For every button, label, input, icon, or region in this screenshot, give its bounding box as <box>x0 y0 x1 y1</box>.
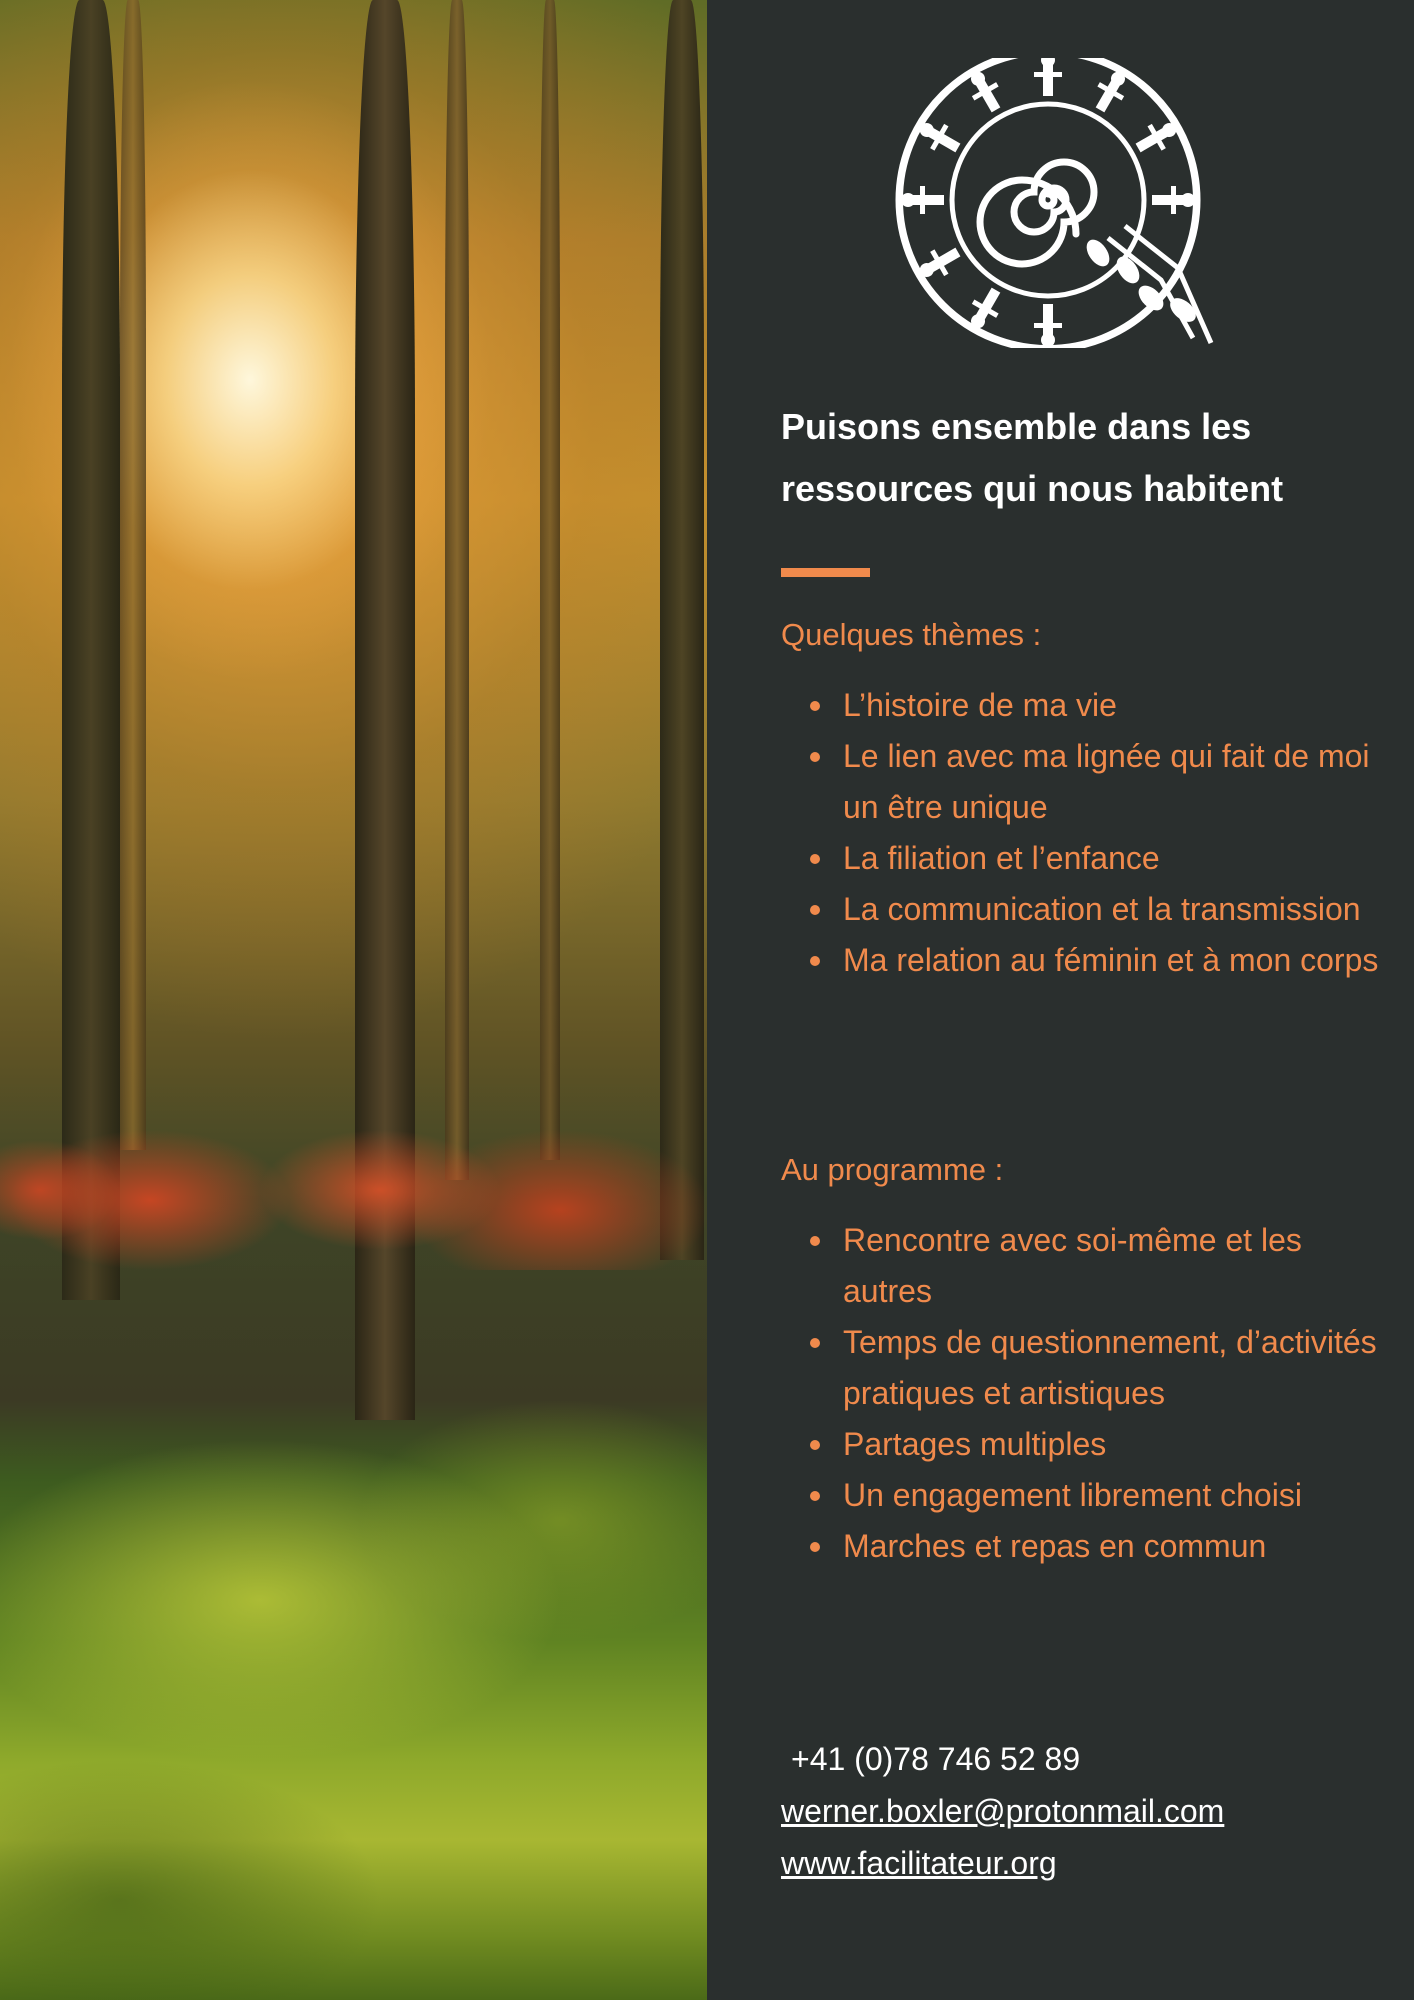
spiral-people-logo-icon <box>893 58 1233 348</box>
email-link[interactable]: werner.boxler@protonmail.com <box>781 1793 1225 1829</box>
headline: Puisons ensemble dans les ressources qui nous habitent <box>781 406 1284 509</box>
themes-title: Quelques thèmes : <box>781 617 1042 652</box>
logo-inner-ring <box>952 104 1144 296</box>
list-item: Temps de questionnement, d’activités pratiques et artistiques <box>781 1317 1381 1419</box>
red-undergrowth <box>0 1120 707 1270</box>
list-item: L’histoire de ma vie <box>781 680 1381 731</box>
moss-ground <box>0 1260 707 2000</box>
list-item: Le lien avec ma lignée qui fait de moi un être unique <box>781 731 1381 833</box>
list-item: La filiation et l’enfance <box>781 833 1381 884</box>
programme-title: Au programme : <box>781 1152 1004 1187</box>
list-item: Marches et repas en commun <box>781 1521 1381 1572</box>
website-link[interactable]: www.facilitateur.org <box>781 1845 1057 1881</box>
list-item: Un engagement librement choisi <box>781 1470 1381 1521</box>
tree-trunk <box>62 0 120 1300</box>
themes-list <box>781 680 1381 986</box>
accent-bar <box>781 568 870 577</box>
tree-trunk <box>120 0 146 1150</box>
list-item: Ma relation au féminin et à mon corps <box>781 935 1381 986</box>
programme-list <box>781 1215 1381 1572</box>
contact-block <box>781 1733 1401 1889</box>
tree-trunk <box>540 0 560 1160</box>
phone-number: +41 (0)78 746 52 89 <box>791 1741 1081 1777</box>
tree-trunk <box>445 0 469 1180</box>
list-item: Rencontre avec soi-même et les autres <box>781 1215 1381 1317</box>
list-item: Partages multiples <box>781 1419 1381 1470</box>
logo-spiral <box>980 162 1094 264</box>
list-item: La communication et la transmission <box>781 884 1381 935</box>
tree-trunk <box>660 0 704 1260</box>
